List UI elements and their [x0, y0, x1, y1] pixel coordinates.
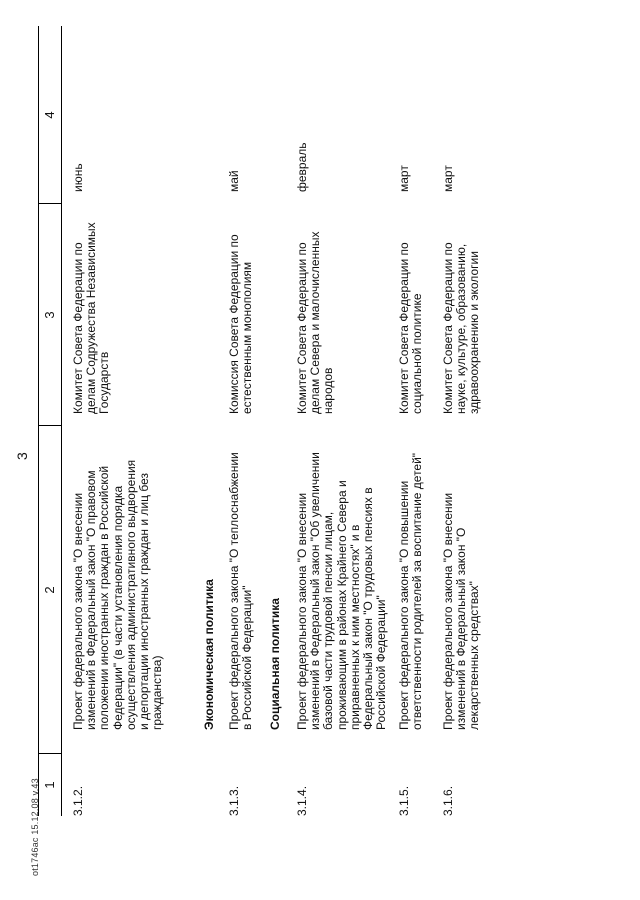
- row-month: февраль: [295, 142, 309, 192]
- row-month: март: [397, 165, 411, 192]
- column-header-4: 4: [42, 111, 57, 119]
- column-header-3: 3: [42, 311, 57, 319]
- row-title: Проект федерального закона "О теплоснабжении в Российской Федерации": [227, 452, 255, 730]
- row-month: март: [441, 165, 455, 192]
- row-number: 3.1.5.: [397, 785, 411, 816]
- row-month: май: [227, 170, 241, 192]
- column-header-1: 1: [42, 781, 57, 789]
- section-heading-economic: Экономическая политика: [202, 579, 216, 730]
- footer-stamp: ot1746ac 15.12.08 v.43: [30, 778, 40, 876]
- row-number: 3.1.4.: [295, 785, 309, 816]
- row-number: 3.1.6.: [441, 785, 455, 816]
- page-number: 3: [14, 452, 30, 460]
- row-committee: Комиссия Совета Федерации по естественным монополиям: [227, 234, 255, 414]
- column-header-2: 2: [42, 586, 57, 594]
- row-number: 3.1.2.: [71, 785, 85, 816]
- table-header: [38, 26, 62, 816]
- row-committee: Комитет Совета Федерации по социальной политике: [397, 242, 425, 414]
- row-title: Проект федерального закона "О внесении изменений в Федеральный закон "О правовом положении иностранных граждан в Российской Федерации" (в части установления порядка осуществления административного выдворения и депортации иностранных граждан и лиц без гражданства): [71, 459, 165, 730]
- row-committee: Комитет Совета Федерации по делам Содружества Независимых Государств: [71, 222, 112, 414]
- row-title: Проект федерального закона "О внесении изменений в Федеральный закон "О лекарственных средствах": [441, 492, 482, 730]
- row-number: 3.1.3.: [227, 785, 241, 816]
- row-committee: Комитет Совета Федерации по науке, культуре, образованию, здравоохранению и экологии: [441, 242, 482, 414]
- section-heading-social: Социальная политика: [268, 598, 282, 730]
- row-committee: Комитет Совета Федерации по делам Севера и малочисленных народов: [295, 231, 336, 414]
- row-month: июнь: [71, 163, 85, 192]
- row-title: Проект федерального закона "О повышении ответственности родителей за воспитание детей": [397, 452, 425, 730]
- row-title: Проект федерального закона "О внесении изменений в Федеральный закон "Об увеличении базовой части трудовой пенсии лицам, проживающим в районах Крайнего Севера и приравненных к ним местностях" и в Федеральный закон "О трудовых пенсиях в Российской Федерации": [295, 452, 389, 730]
